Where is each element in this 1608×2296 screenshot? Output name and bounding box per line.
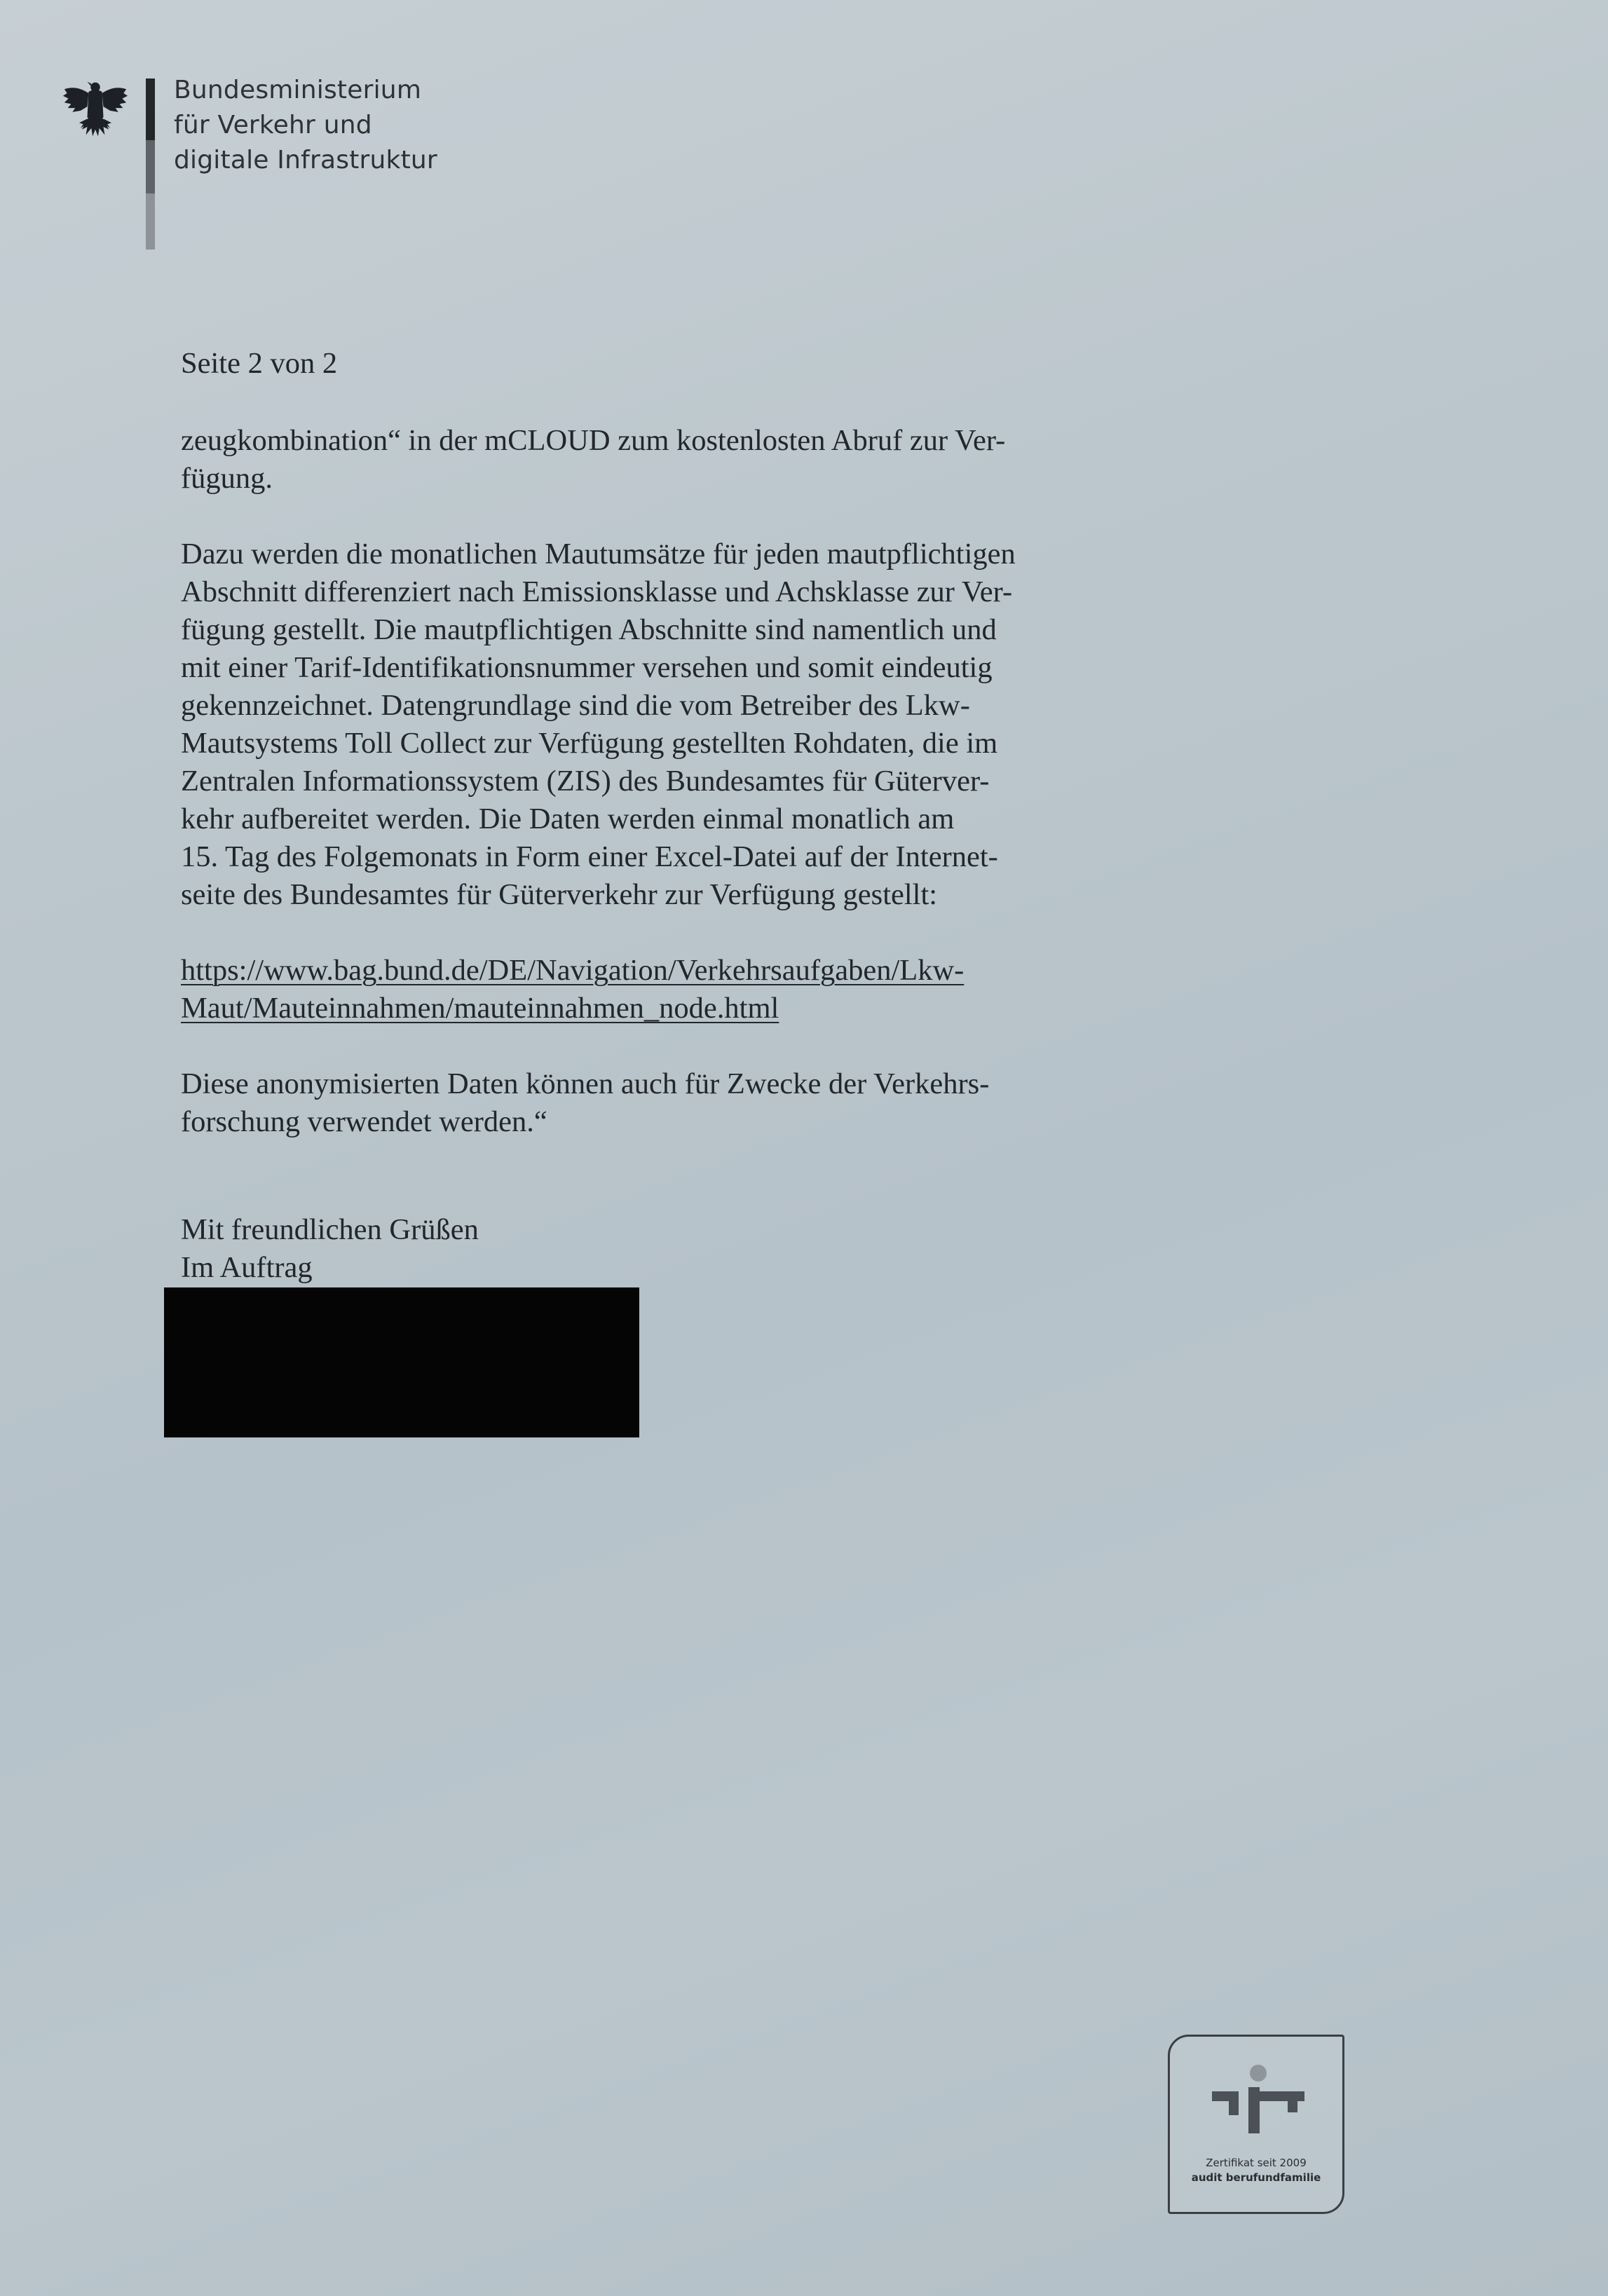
- badge-text: [1170, 2156, 1342, 2185]
- text-line: Mautsystems Toll Collect zur Verfügung gestellten Rohdaten, die im: [181, 727, 998, 760]
- letterhead: [62, 70, 482, 252]
- url-link: https://www.bag.bund.de/DE/Navigation/Verkehrsaufgaben/Lkw-: [181, 954, 965, 987]
- text-line: Zentralen Informationssystem (ZIS) des Bundesamtes für Güterver-: [181, 765, 990, 798]
- text-line: Diese anonymisierten Daten können auch für Zwecke der Verkehrs-: [181, 1067, 990, 1100]
- letter-body: [181, 345, 1148, 1287]
- ministry-name: [174, 73, 437, 178]
- flag-bar: [146, 78, 155, 250]
- text-line: mit einer Tarif-Identifikationsnummer versehen und somit eindeutig: [181, 651, 993, 684]
- text-line: forschung verwendet werden.“: [181, 1105, 547, 1138]
- federal-eagle-icon: [62, 76, 129, 143]
- paragraph-research-use: [181, 1065, 1148, 1141]
- closing-block: [181, 1211, 1148, 1287]
- berufundfamilie-logo-icon: [1209, 2063, 1307, 2140]
- badge-line: Zertifikat seit 2009: [1206, 2157, 1307, 2169]
- text-line: Dazu werden die monatlichen Mautumsätze für jeden mautpflichtigen: [181, 538, 1016, 570]
- url-link: Maut/Mauteinnahmen/mauteinnahmen_node.html: [181, 992, 779, 1025]
- url-block: [181, 952, 1148, 1027]
- signature-redaction: [164, 1287, 639, 1437]
- text-line: kehr aufbereitet werden. Die Daten werden einmal monatlich am: [181, 802, 955, 835]
- text-line: fügung gestellt. Die mautpflichtigen Abschnitte sind namentlich und: [181, 613, 997, 646]
- ministry-line: Bundesministerium: [174, 76, 422, 104]
- badge-line: audit berufundfamilie: [1191, 2171, 1321, 2184]
- text-line: Abschnitt differenziert nach Emissionsklasse und Achsklasse zur Ver-: [181, 575, 1013, 608]
- closing-line: Im Auftrag: [181, 1251, 313, 1284]
- paragraph-continuation: [181, 422, 1148, 498]
- text-line: gekennzeichnet. Datengrundlage sind die vom Betreiber des Lkw-: [181, 689, 970, 722]
- paragraph-data-description: [181, 535, 1148, 914]
- closing-line: Mit freundlichen Grüßen: [181, 1213, 479, 1246]
- page-number: Seite 2 von 2: [181, 347, 338, 380]
- text-line: fügung.: [181, 462, 273, 495]
- certificate-badge: [1168, 2035, 1344, 2214]
- text-line: 15. Tag des Folgemonats in Form einer Excel-Datei auf der Internet-: [181, 840, 998, 873]
- ministry-line: digitale Infrastruktur: [174, 146, 437, 175]
- ministry-line: für Verkehr und: [174, 111, 372, 139]
- text-line: zeugkombination“ in der mCLOUD zum kostenlosten Abruf zur Ver-: [181, 424, 1006, 457]
- text-line: seite des Bundesamtes für Güterverkehr zur Verfügung gestellt:: [181, 878, 938, 911]
